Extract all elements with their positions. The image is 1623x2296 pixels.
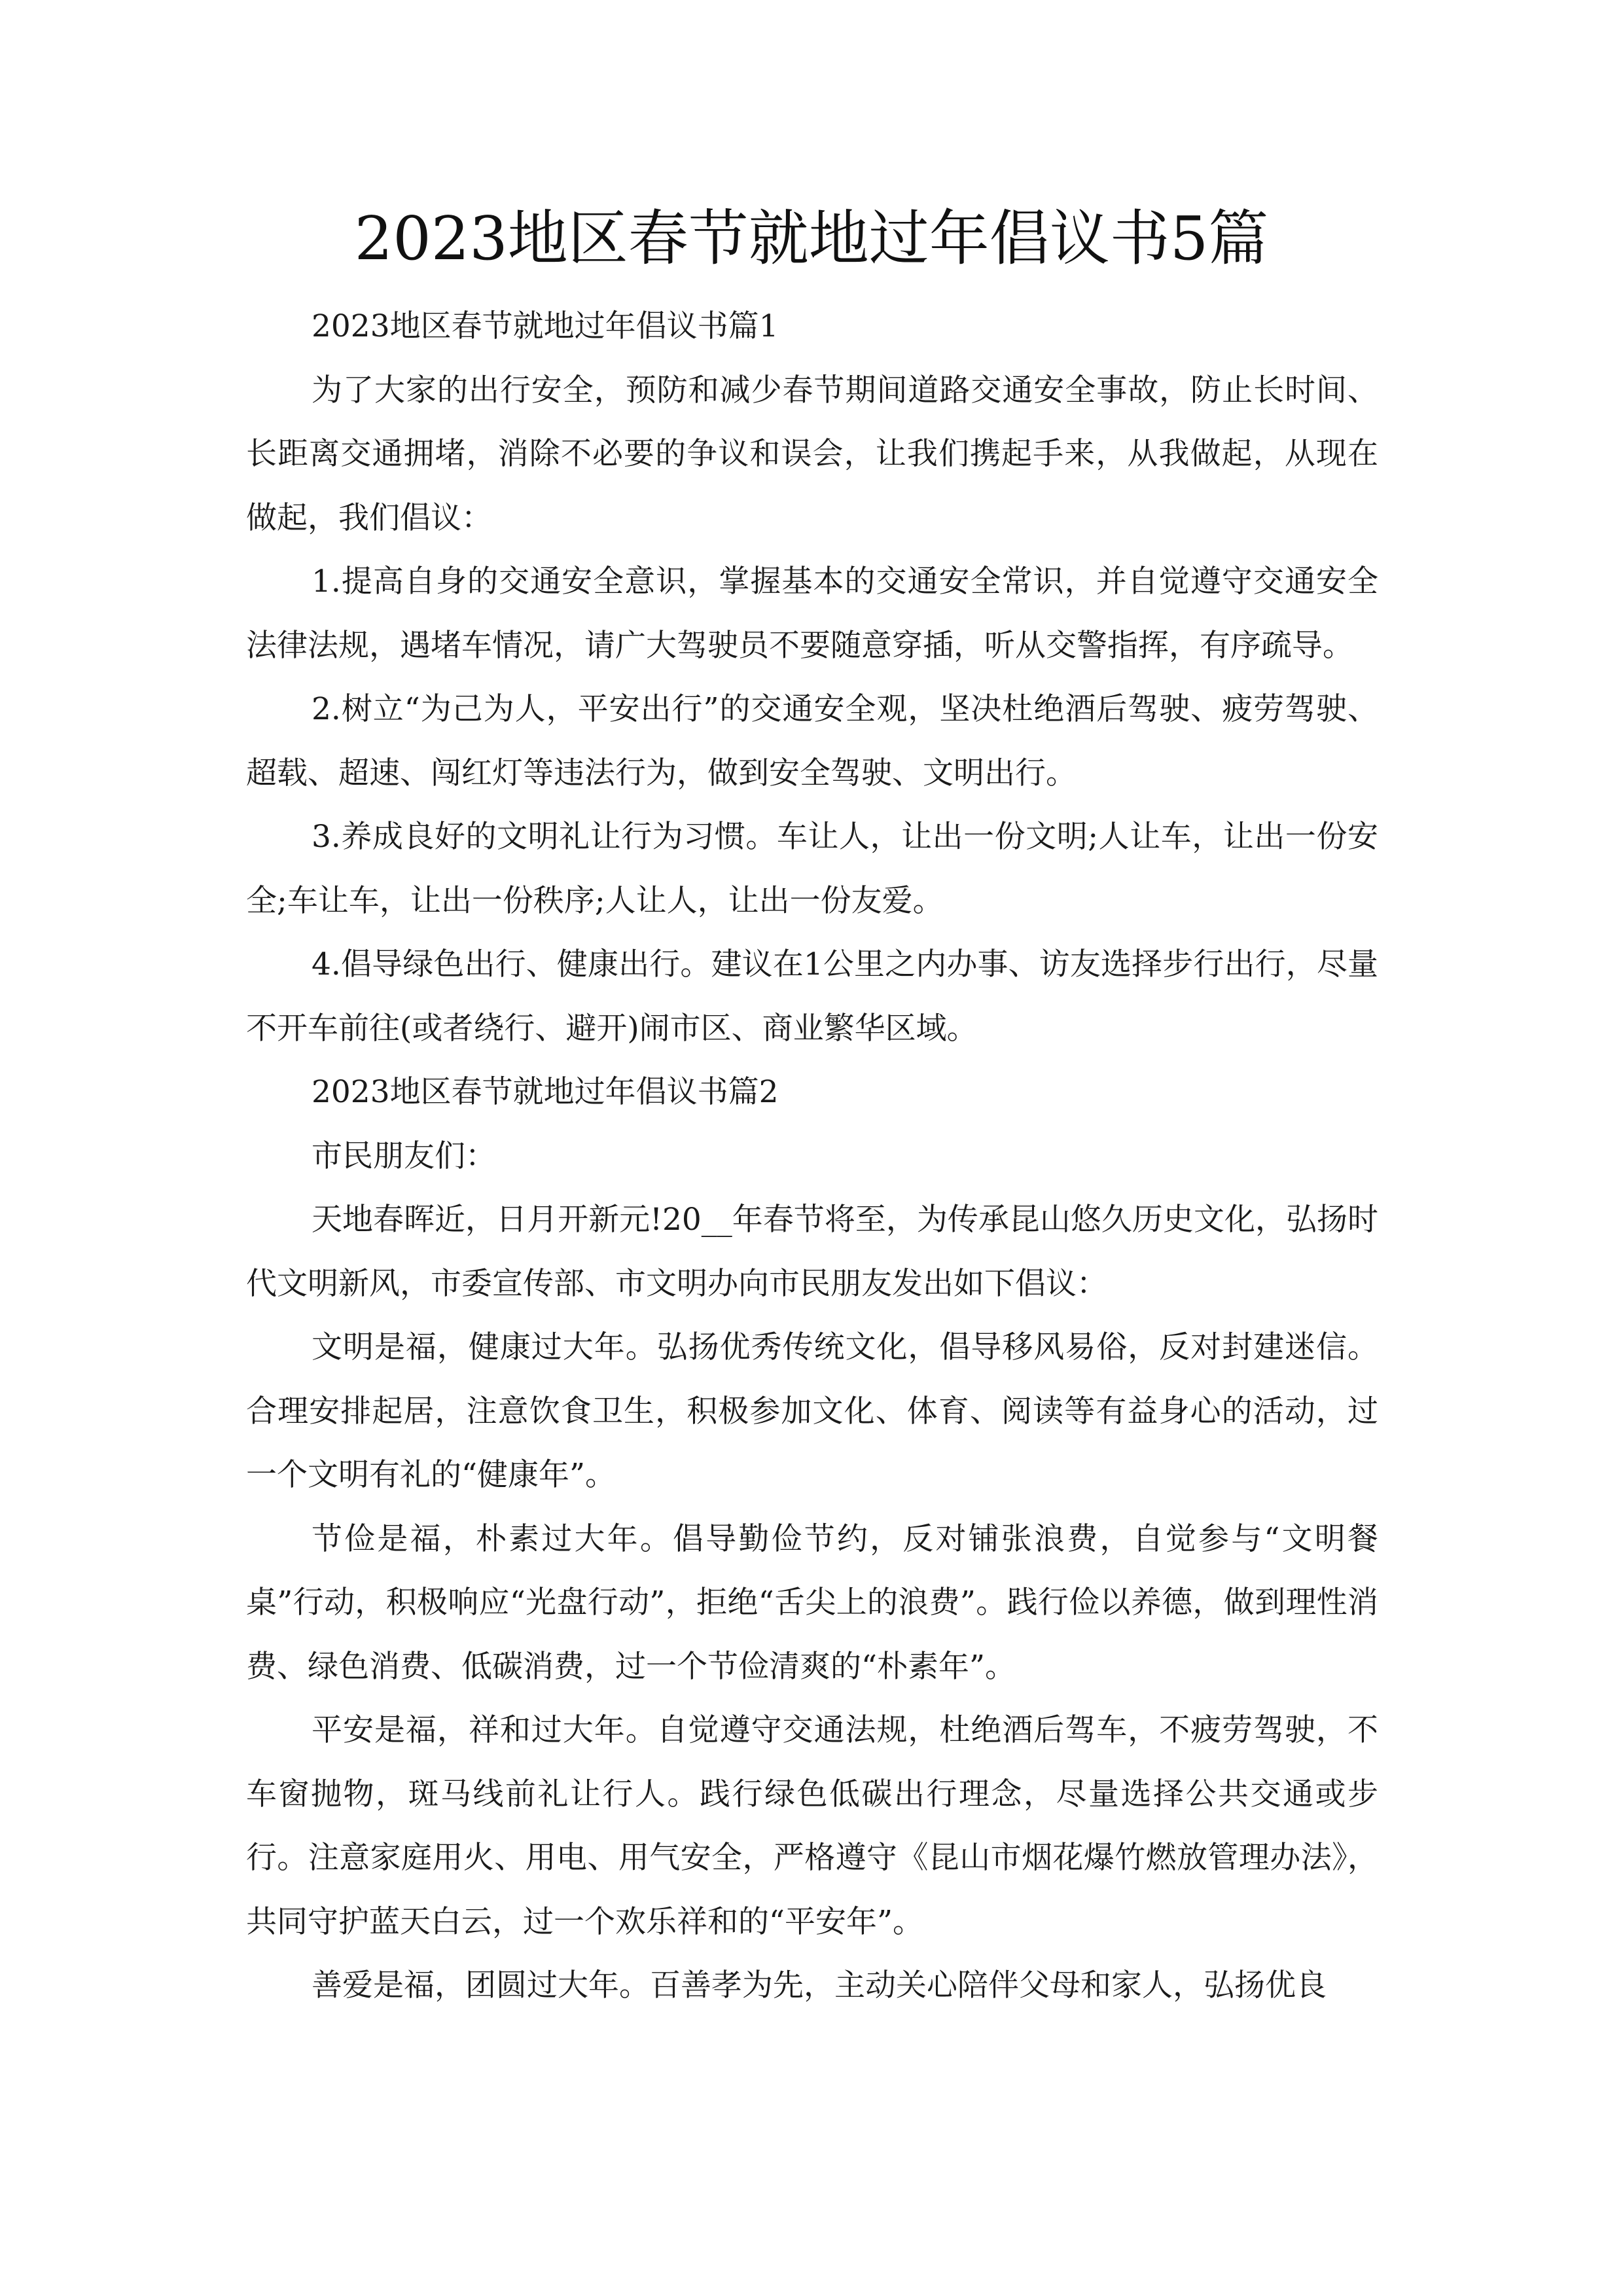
document-body — [246, 295, 1378, 2018]
paragraph: 平安是福，祥和过大年。自觉遵守交通法规，杜绝酒后驾车，不疲劳驾驶，不车窗抛物，斑马线前礼让行人。践行绿色低碳出行理念，尽量选择公共交通或步行。注意家庭用火、用电、用气安全，严格遵守《昆山市烟花爆竹燃放管理办法》，共同守护蓝天白云，过一个欢乐祥和的“平安年”。 — [246, 1712, 1378, 1940]
paragraph: 4.倡导绿色出行、健康出行。建议在1公里之内办事、访友选择步行出行，尽量不开车前往(或者绕行、避开)闹市区、商业繁华区域。 — [246, 946, 1378, 1047]
paragraph: 1.提高自身的交通安全意识，掌握基本的交通安全常识，并自觉遵守交通安全法律法规，遇堵车情况，请广大驾驶员不要随意穿插，听从交警指挥，有序疏导。 — [246, 564, 1378, 664]
section-heading-1: 2023地区春节就地过年倡议书篇1 — [312, 308, 779, 344]
paragraph: 3.养成良好的文明礼让行为习惯。车让人，让出一份文明;人让车，让出一份安全;车让车，让出一份秩序;人让人，让出一份友爱。 — [246, 819, 1378, 919]
paragraph: 为了大家的出行安全，预防和减少春节期间道路交通安全事故，防止长时间、长距离交通拥堵，消除不必要的争议和误会，让我们携起手来，从我做起，从现在做起，我们倡议： — [246, 372, 1378, 536]
paragraph: 2.树立“为己为人，平安出行”的交通安全观，坚决杜绝酒后驾驶、疲劳驾驶、超载、超速、闯红灯等违法行为，做到安全驾驶、文明出行。 — [246, 691, 1378, 791]
salutation: 市民朋友们： — [312, 1138, 496, 1174]
document-title: 2023地区春节就地过年倡议书5篇 — [354, 204, 1269, 274]
paragraph: 天地春晖近，日月开新元!20__年春节将至，为传承昆山悠久历史文化，弘扬时代文明新风，市委宣传部、市文明办向市民朋友发出如下倡议： — [246, 1202, 1378, 1302]
paragraph: 节俭是福，朴素过大年。倡导勤俭节约，反对铺张浪费，自觉参与“文明餐桌”行动，积极响应“光盘行动”，拒绝“舌尖上的浪费”。践行俭以养德，做到理性消费、绿色消费、低碳消费，过一个节俭清爽的“朴素年”。 — [246, 1520, 1378, 1685]
paragraph: 善爱是福，团圆过大年。百善孝为先，主动关心陪伴父母和家人，弘扬优良 — [312, 1967, 1327, 2003]
paragraph: 文明是福，健康过大年。弘扬优秀传统文化，倡导移风易俗，反对封建迷信。合理安排起居，注意饮食卫生，积极参加文化、体育、阅读等有益身心的活动，过一个文明有礼的“健康年”。 — [246, 1329, 1378, 1493]
section-heading-2: 2023地区春节就地过年倡议书篇2 — [312, 1074, 779, 1110]
